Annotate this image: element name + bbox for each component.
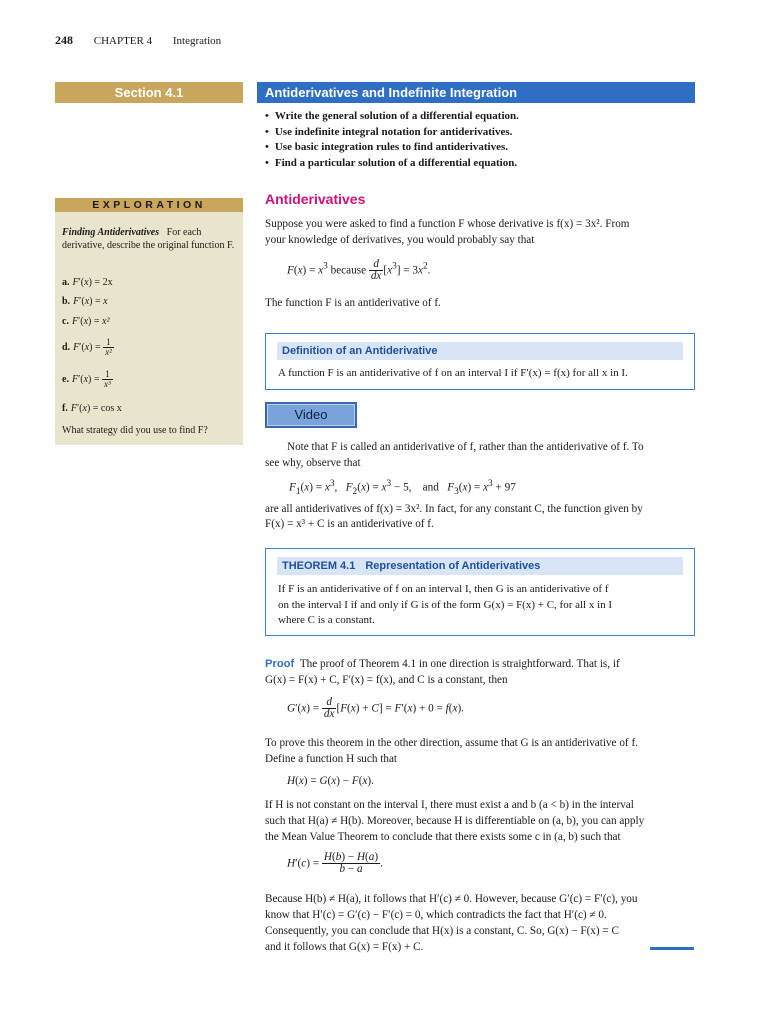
theorem-text: If F is an antiderivative of f on an interval I, then G is an antiderivative of f on the interval I if and only if G is of the form G(x) = F(x) + C, for all x in I where C is a constant. [278, 583, 613, 626]
equation-H: H(x) = G(x) − F(x). [287, 775, 374, 787]
end-of-proof-bar [650, 947, 694, 950]
chapter-label: CHAPTER 4 [93, 35, 153, 47]
theorem-heading [277, 557, 683, 575]
theorem-title: Representation of Antiderivatives [365, 560, 541, 572]
video-button[interactable]: Video [265, 402, 357, 428]
section-label: Section 4.1 [55, 82, 243, 103]
proof-line: Proof The proof of Theorem 4.1 in one direction is straightforward. That is, if [265, 658, 620, 670]
proof-line: Define a function H such that [265, 753, 398, 765]
equation-family: $F_1(x) = x^3$, $F_2(x) = x^3 - 5$, and $F_3(x) = x^3 + 97$ [289, 479, 516, 497]
chapter-title: Integration [172, 35, 222, 47]
note-line: are all antiderivatives of f(x) = 3x². In fact, for any constant C, the function given by [265, 503, 643, 515]
subsection-heading: Antiderivatives [265, 191, 366, 207]
exploration-prompt [62, 226, 236, 252]
objective-item: • Use indefinite integral notation for antiderivatives. [265, 125, 695, 141]
theorem-box [265, 548, 695, 636]
theorem-label: THEOREM 4.1 [282, 560, 356, 572]
exploration-item: d. F′(x) = $\frac{1}{\text{x²}}$ [62, 337, 112, 357]
proof-line: the Mean Value Theorem to conclude that there exists some c in (a, b) such that [265, 831, 621, 843]
proof-label: Proof [265, 658, 295, 670]
proof-line: G(x) = F(x) + C, F′(x) = f(x), and C is a constant, then [265, 674, 508, 686]
definition-box [265, 333, 695, 390]
note-line: F(x) = x³ + C is an antiderivative of f. [265, 518, 434, 530]
intro-line: Suppose you were asked to find a function F whose derivative is f(x) = 3x². From [265, 218, 630, 230]
proof-line: To prove this theorem in the other direction, assume that G is an antiderivative of f. [265, 737, 638, 749]
objective-item: • Use basic integration rules to find antiderivatives. [265, 140, 695, 156]
proof-line: Because H(b) ≠ H(a), it follows that H′(c) ≠ 0. However, because G′(c) = F′(c), you [265, 893, 638, 905]
exploration-title: EXPLORATION [55, 198, 243, 212]
note-line: Note that F is called an antiderivative of f, rather than the antiderivative of f. To [287, 441, 644, 453]
note-line: see why, observe that [265, 457, 361, 469]
exploration-item: f. F′(x) = cos x [62, 403, 122, 414]
proof-line: and it follows that G(x) = F(x) + C. [265, 941, 424, 953]
proof-line: If H is not constant on the interval I, there must exist a and b (a < b) in the interval [265, 799, 634, 811]
objectives-list [265, 109, 695, 171]
running-header [55, 33, 221, 48]
definition-heading: Definition of an Antiderivative [277, 342, 683, 360]
proof-line: such that H(a) ≠ H(b). Moreover, because H is differentiable on (a, b), you can apply [265, 815, 645, 827]
equation-mvt: H′(c) = $\frac{H(b) - H(a)}{b - a}$ . [287, 851, 383, 876]
exploration-sidebar [55, 198, 243, 445]
objective-item: • Write the general solution of a differential equation. [265, 109, 695, 125]
equation-G-derivative: G′(x) = $\frac{d}{dx}$ [F(x) + C] = F′(x) + 0 = f(x). [287, 696, 464, 721]
exploration-item: e. F′(x) = $\frac{1}{\text{x³}}$ [62, 369, 111, 389]
objective-item: • Find a particular solution of a differential equation. [265, 156, 695, 172]
intro-conclusion: The function F is an antiderivative of f. [265, 297, 441, 309]
intro-paragraph [265, 217, 697, 248]
proof-line: Consequently, you can conclude that H(x) is a constant, C. So, G(x) − F(x) = C [265, 925, 619, 937]
exploration-item: c. F′(x) = x² [62, 316, 110, 327]
section-title: Antiderivatives and Indefinite Integration [257, 82, 695, 103]
equation-F: $F(x) = x^3$ because $\frac{d}{dx}$ $[x^3] = 3x^2$. [287, 258, 431, 283]
exploration-prompt-text: For each derivative, describe the original function F. [62, 227, 235, 251]
exploration-prompt-title: Finding Antiderivatives [62, 227, 160, 238]
exploration-item: a. F′(x) = 2x [62, 277, 113, 288]
exploration-question: What strategy did you use to find F? [62, 425, 208, 436]
intro-line: your knowledge of derivatives, you would probably say that [265, 233, 535, 246]
page-number: 248 [55, 33, 73, 47]
definition-text: A function F is an antiderivative of f on an interval I if F′(x) = f(x) for all x in I. [278, 367, 628, 379]
exploration-item: b. F′(x) = x [62, 296, 108, 307]
proof-line: know that H′(c) = G′(c) − F′(c) = 0, which contradicts the fact that H′(c) ≠ 0. [265, 909, 607, 921]
